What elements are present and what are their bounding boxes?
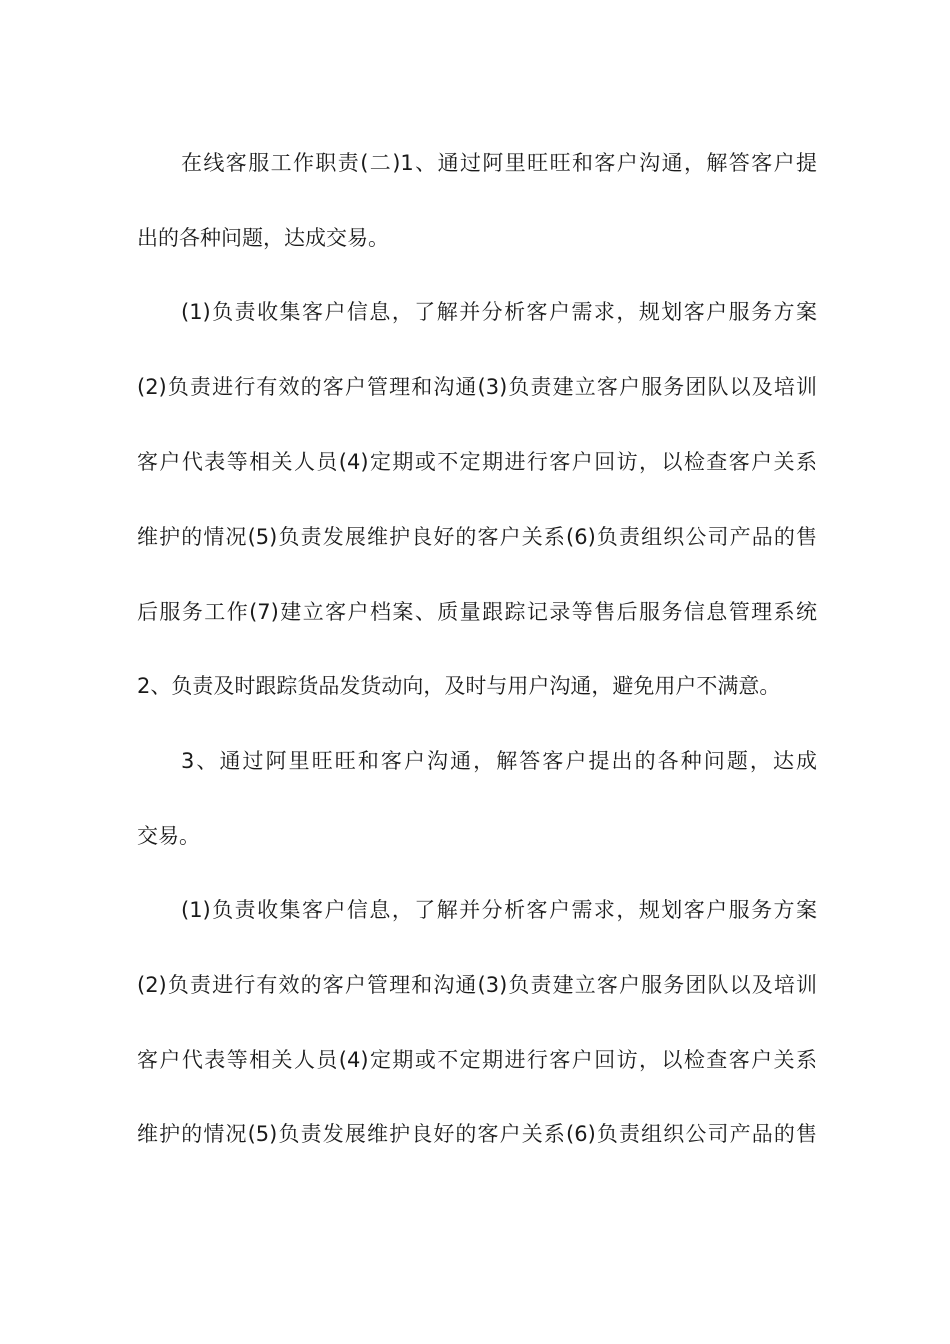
paragraph-line: 维护的情况(5)负责发展维护良好的客户关系(6)负责组织公司产品的售 — [137, 525, 817, 549]
paragraph-line: 3、通过阿里旺旺和客户沟通，解答客户提出的各种问题，达成 — [181, 749, 817, 773]
paragraph-line: 2、负责及时跟踪货品发货动向，及时与用户沟通，避免用户不满意。 — [137, 674, 781, 698]
paragraph-line: (2)负责进行有效的客户管理和沟通(3)负责建立客户服务团队以及培训 — [137, 375, 817, 399]
paragraph-line: 在线客服工作职责(二)1、通过阿里旺旺和客户沟通，解答客户提 — [181, 151, 817, 175]
paragraph-line: (2)负责进行有效的客户管理和沟通(3)负责建立客户服务团队以及培训 — [137, 973, 817, 997]
paragraph-line: (1)负责收集客户信息，了解并分析客户需求，规划客户服务方案 — [181, 300, 817, 324]
paragraph-line: (1)负责收集客户信息，了解并分析客户需求，规划客户服务方案 — [181, 898, 817, 922]
paragraph-line: 后服务工作(7)建立客户档案、质量跟踪记录等售后服务信息管理系统 — [137, 600, 817, 624]
paragraph-line: 客户代表等相关人员(4)定期或不定期进行客户回访，以检查客户关系 — [137, 450, 817, 474]
paragraph-line: 客户代表等相关人员(4)定期或不定期进行客户回访，以检查客户关系 — [137, 1048, 817, 1072]
paragraph-line: 交易。 — [137, 824, 200, 848]
paragraph-line: 出的各种问题，达成交易。 — [137, 226, 389, 250]
paragraph-line: 维护的情况(5)负责发展维护良好的客户关系(6)负责组织公司产品的售 — [137, 1122, 817, 1146]
